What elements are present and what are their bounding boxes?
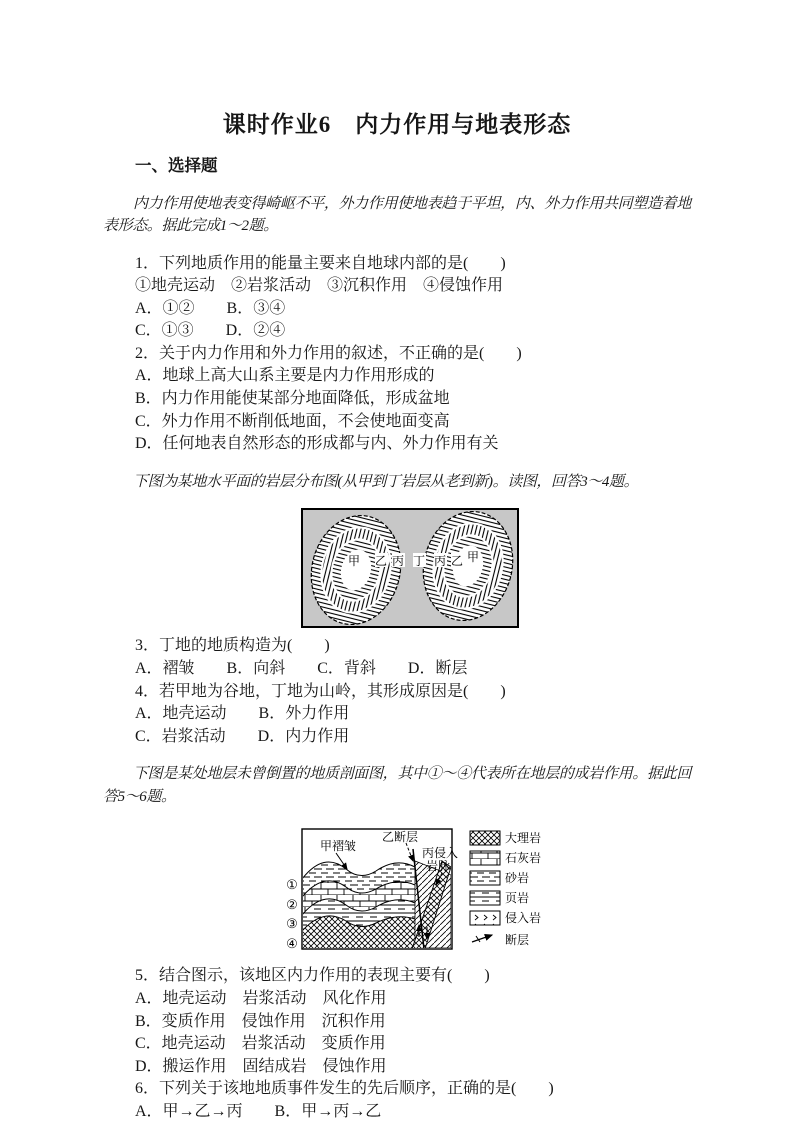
marker-4: ④ xyxy=(286,936,298,952)
intro-paragraph-q5-q6: 下图是某处地层未曾倒置的地质剖面图，其中①～④代表所在地层的成岩作用。据此回答5～6题。 xyxy=(103,766,691,805)
question-4-options-cd: C．岩浆活动 D．内力作用 xyxy=(135,727,350,745)
geologic-section-graphic xyxy=(284,823,560,957)
fig1-label-ding: 丁 xyxy=(412,554,426,569)
fig1-label-yi-right: 乙 xyxy=(450,554,464,569)
intro-paragraph-q1-q2: 内力作用使地表变得崎岖不平，外力作用使地表趋于平坦，内、外力作用共同塑造着地表形态。据此完成1～2题。 xyxy=(103,195,691,234)
question-2-option-d: D．任何地表自然形态的形成都与内、外力作用有关 xyxy=(135,435,499,453)
question-4-options-ab: A．地壳运动 B．外力作用 xyxy=(135,705,350,723)
section-heading-choice: 一、选择题 xyxy=(135,156,218,175)
question-1-options-cd: C．①③ D．②④ xyxy=(135,322,286,340)
legend-label-shale: 页岩 xyxy=(505,891,530,906)
fault-label: 乙断层 xyxy=(382,830,419,845)
legend-label-sandstone: 砂岩 xyxy=(505,871,530,886)
marker-3: ③ xyxy=(286,916,298,932)
question-2-option-c: C．外力作用不断削低地面，不会使地面变高 xyxy=(135,412,450,430)
fig1-label-bing-right: 丙 xyxy=(433,554,447,569)
question-1-options-ab: A．①② B．③④ xyxy=(135,299,286,317)
layer-markers xyxy=(286,877,298,951)
question-5-option-d: D．搬运作用 固结成岩 侵蚀作用 xyxy=(135,1057,387,1075)
question-5 xyxy=(103,965,691,1078)
cross-section xyxy=(302,829,458,949)
question-2 xyxy=(103,343,691,456)
fig1-label-jia-left: 甲 xyxy=(347,554,361,569)
question-6-stem: 6．下列关于该地地质事件发生的先后顺序，正确的是( ) xyxy=(135,1080,554,1098)
fault-symbol-icon xyxy=(472,935,492,942)
question-6 xyxy=(103,1078,691,1122)
question-5-option-b: B．变质作用 侵蚀作用 沉积作用 xyxy=(135,1012,386,1030)
page-content xyxy=(103,0,691,1122)
figure-rock-layer-map xyxy=(129,508,691,628)
question-6-options-ab: A．甲→乙→丙 B．甲→丙→乙 xyxy=(135,1102,382,1120)
dike-label-line1: 丙侵入 xyxy=(422,846,459,861)
fig1-label-bing-left: 丙 xyxy=(391,554,405,569)
fig1-label-yi-left: 乙 xyxy=(374,554,388,569)
legend-label-marble: 大理岩 xyxy=(505,831,542,846)
marker-1: ① xyxy=(286,877,298,893)
rock-layer-map-graphic xyxy=(301,508,519,628)
question-3-options: A．褶皱 B．向斜 C．背斜 D．断层 xyxy=(135,659,468,677)
question-3 xyxy=(103,635,691,680)
question-5-option-a: A．地壳运动 岩浆活动 风化作用 xyxy=(135,989,387,1007)
fig1-label-jia-right: 甲 xyxy=(466,550,480,565)
page-title: 课时作业6 内力作用与地表形态 xyxy=(222,112,572,137)
intro-paragraph-q3-q4: 下图为某地水平面的岩层分布图(从甲到丁岩层从老到新)。读图，回答3～4题。 xyxy=(133,473,639,490)
question-1 xyxy=(103,253,691,343)
question-4-stem: 4．若甲地为谷地，丁地为山岭，其形成原因是( ) xyxy=(135,682,506,700)
question-1-stem: 1．下列地质作用的能量主要来自地球内部的是( ) xyxy=(135,254,506,272)
question-1-items: ①地壳运动 ②岩浆活动 ③沉积作用 ④侵蚀作用 xyxy=(135,277,504,295)
legend-label-intrusive: 侵入岩 xyxy=(505,911,542,926)
question-2-option-b: B．内力作用能使某部分地面降低，形成盆地 xyxy=(135,390,450,408)
figure-geologic-section xyxy=(153,823,691,957)
question-5-stem: 5．结合图示，该地区内力作用的表现主要有( ) xyxy=(135,967,490,985)
legend-label-fault: 断层 xyxy=(505,933,530,948)
question-2-stem: 2．关于内力作用和外力作用的叙述，不正确的是( ) xyxy=(135,344,522,362)
question-5-option-c: C．地壳运动 岩浆活动 变质作用 xyxy=(135,1035,386,1053)
marker-2: ② xyxy=(286,897,298,913)
legend-label-limestone: 石灰岩 xyxy=(505,851,542,866)
dike-label-line2: 岩脉 xyxy=(426,859,451,874)
legend xyxy=(470,830,541,947)
question-2-option-a: A．地球上高大山系主要是内力作用形成的 xyxy=(135,367,435,385)
question-3-stem: 3．丁地的地质构造为( ) xyxy=(135,637,330,655)
question-4 xyxy=(103,681,691,749)
fold-label: 甲褶皱 xyxy=(320,839,357,854)
